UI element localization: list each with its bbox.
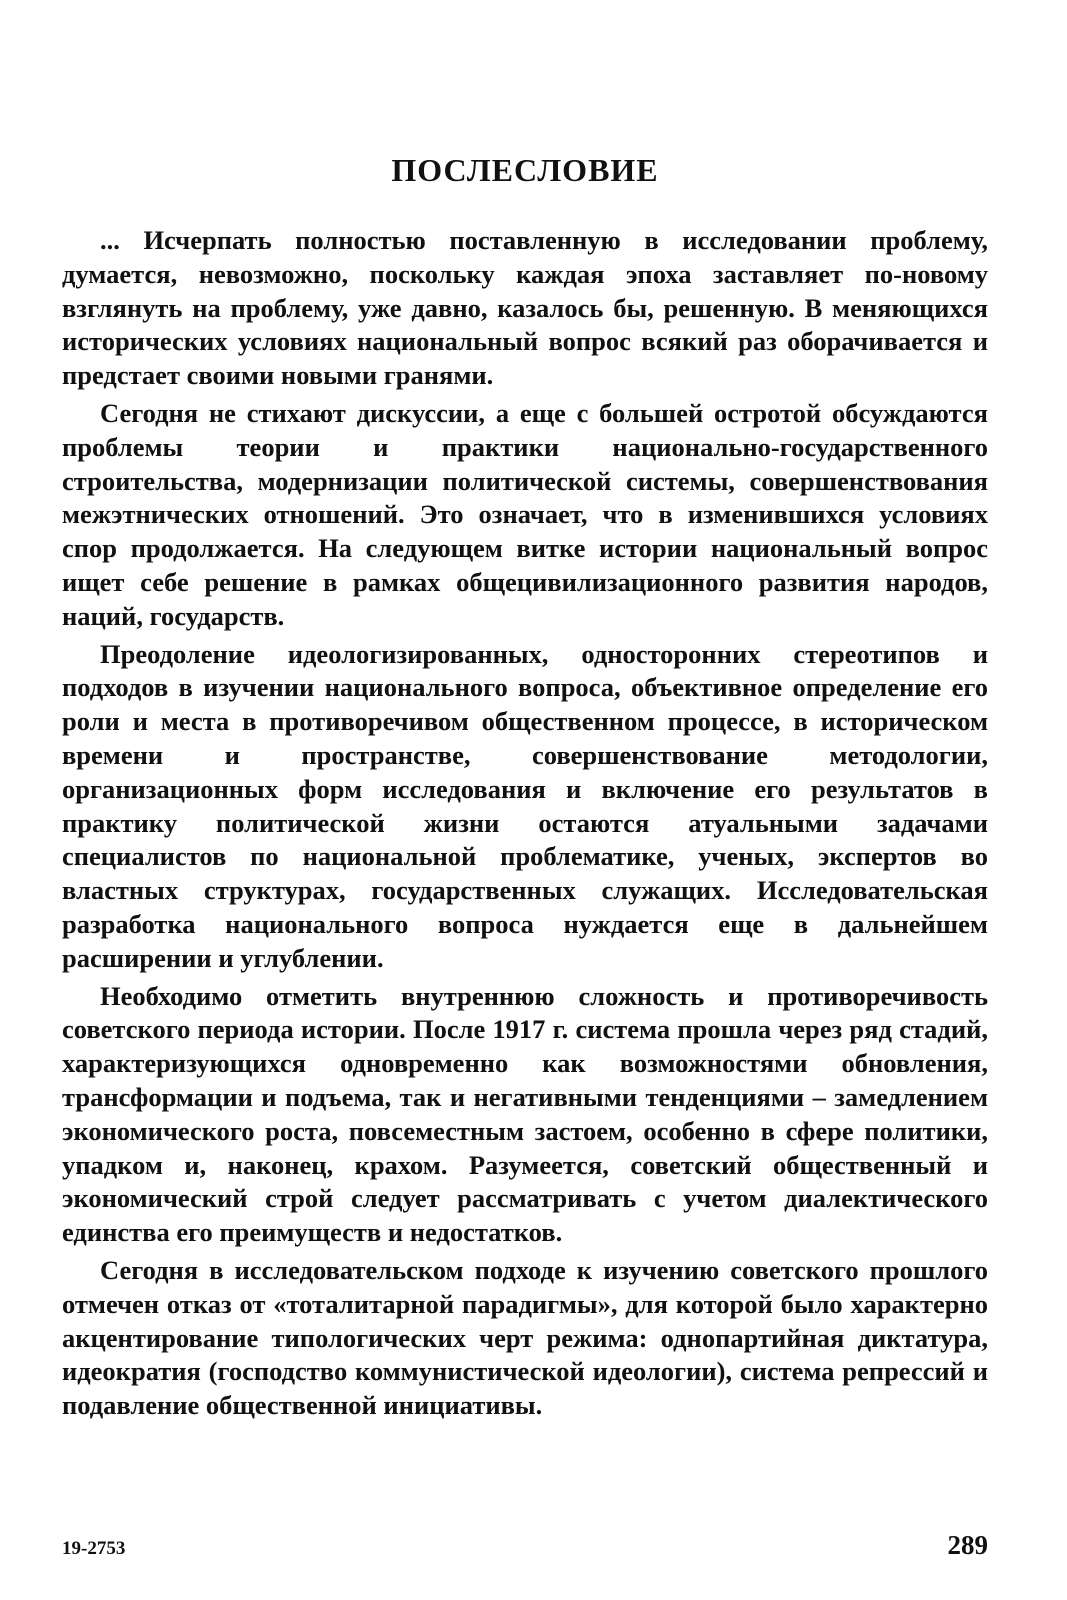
page-number: 289 <box>947 1530 988 1560</box>
paragraph-5: Сегодня в исследовательском подходе к изучению советского прошлого отмечен отказ от «тоталитарной парадигмы», для которой было характерно акцентирование типологических черт режима: однопартийная диктатура, идеократия (господство коммунистической идеологии), система репрессий и подавление общественной инициативы. <box>62 1254 988 1421</box>
page-title: ПОСЛЕСЛОВИЕ <box>391 152 659 188</box>
paragraph-3: Преодоление идеологизированных, односторонних стереотипов и подходов в изучении национального вопроса, объективное определение его роли и места в противоречивом общественном процессе, в историческом времени и пространстве, совершенствование методологии, организационных форм исследования и включение его результатов в практику политической жизни остаются атуальными задачами специалистов по национальной проблематике, ученых, экспертов во властных структурах, государственных служащих. Исследовательская разработка национального вопроса нуждается еще в дальнейшем расширении и углублении. <box>62 638 988 973</box>
page-footer <box>62 1530 988 1570</box>
page-body <box>62 150 988 1427</box>
paragraph-1: ... Исчерпать полностью поставленную в исследовании проблему, думается, невозможно, поскольку каждая эпоха заставляет по-новому взглянуть на проблему, уже давно, казалось бы, решенную. В меняющихся исторических условиях национальный вопрос всякий раз оборачивается и предстает своими новыми гранями. <box>62 225 988 391</box>
paragraph-2: Сегодня не стихают дискуссии, а еще с большей остротой обсуждаются проблемы теории и практики национально-государственного строительства, модернизации политической системы, совершенствования межэтнических отношений. Это означает, что в изменившихся условиях спор продолжается. На следующем витке истории национальный вопрос ищет себе решение в рамках общецивилизационного развития народов, наций, государств. <box>62 397 988 631</box>
paragraph-4: Необходимо отметить внутреннюю сложность и противоречивость советского периода истории. После 1917 г. система прошла через ряд стадий, характеризующихся одновременно как возможностями обновления, трансформации и подъема, так и негативными тенденциями – замедлением экономического роста, повсеместным застоем, особенно в сфере политики, упадком и, наконец, крахом. Разумеется, советский общественный и экономический строй следует рассматривать с учетом диалектического единства его преимуществ и недостатков. <box>62 980 988 1248</box>
printer-signature: 19-2753 <box>62 1538 126 1559</box>
